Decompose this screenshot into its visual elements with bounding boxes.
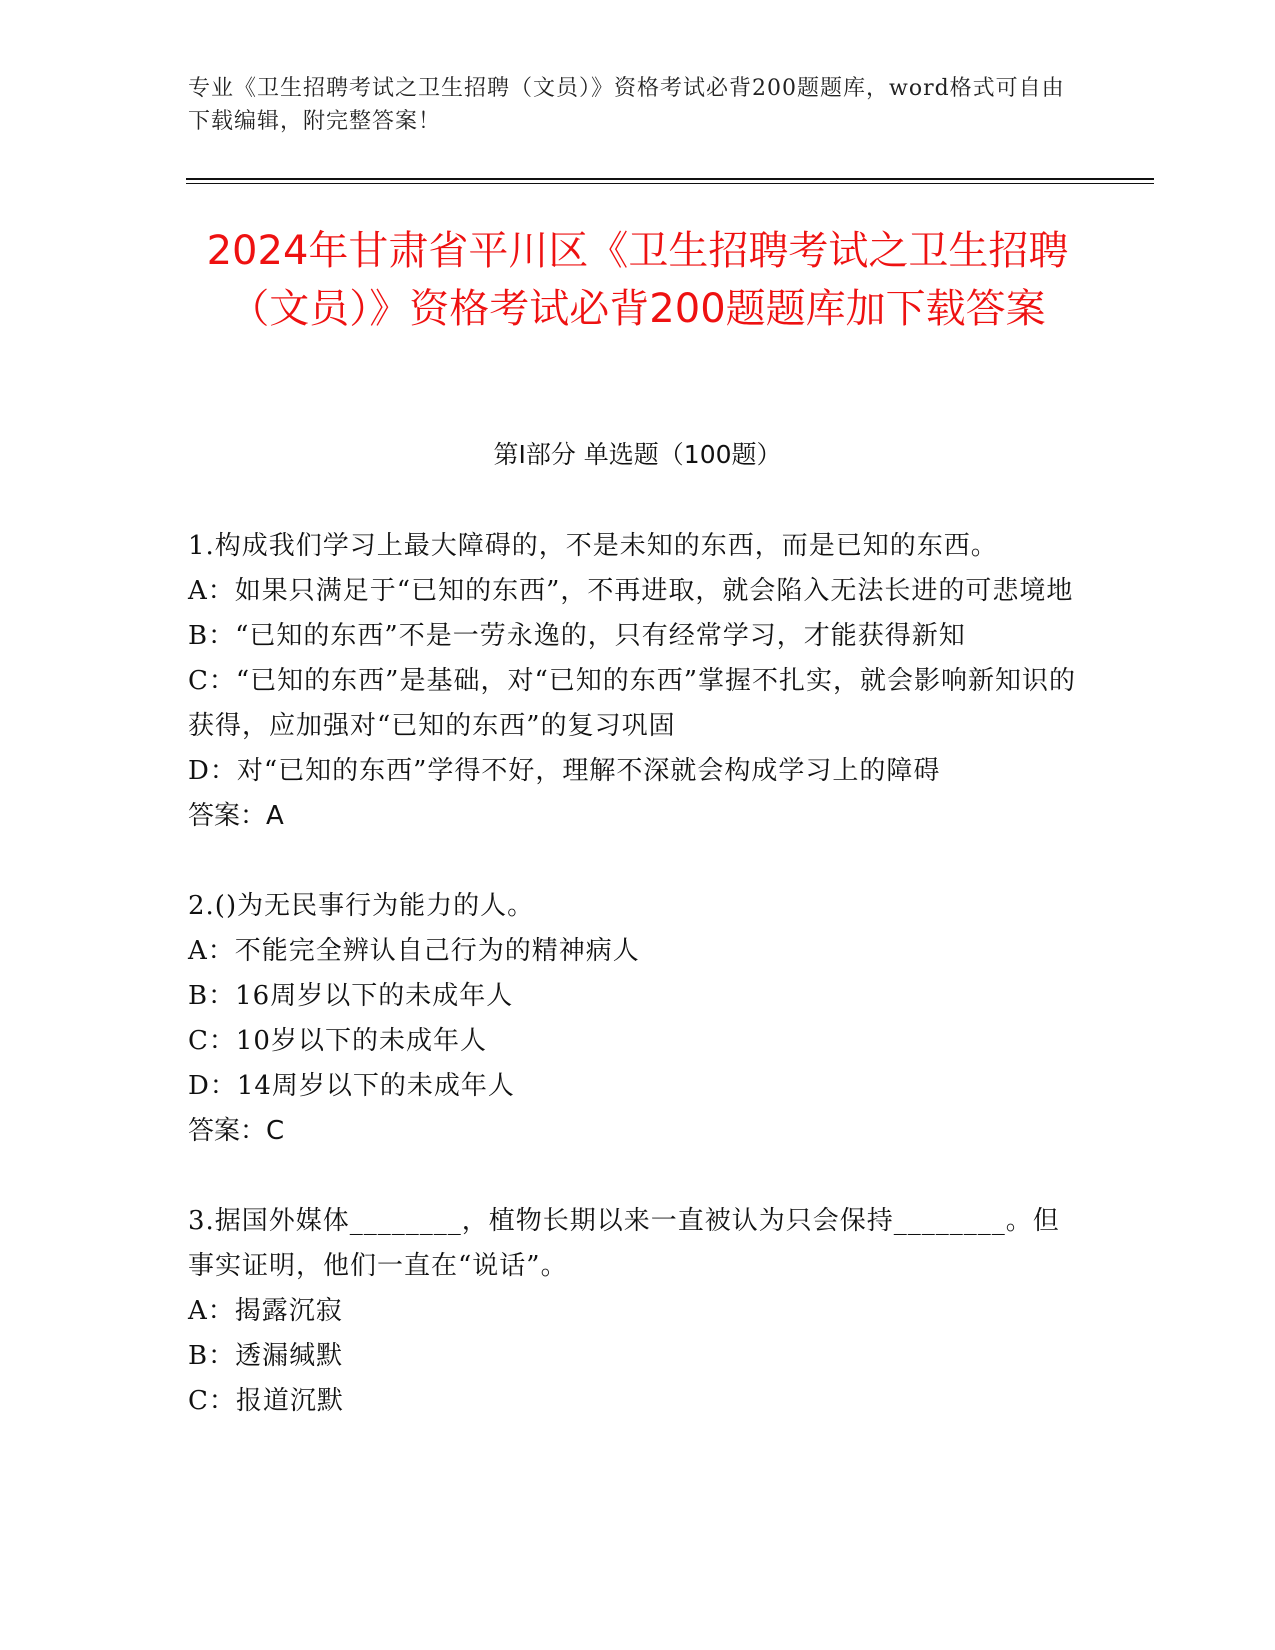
question-3 — [188, 1199, 1083, 1424]
option-c: C：报道沉默 — [188, 1386, 344, 1416]
answer: 答案：A — [188, 801, 284, 831]
answer: 答案：C — [188, 1116, 285, 1146]
document-title: 2024年甘肃省平川区《卫生招聘考试之卫生招聘（文员）》资格考试必背200题题库加下载答案 — [206, 228, 1069, 332]
header-divider-thick — [186, 178, 1154, 180]
question-stem: 3.据国外媒体________，植物长期以来一直被认为只会保持________。但事实证明，他们一直在“说话”。 — [188, 1206, 1060, 1281]
question-1 — [188, 524, 1083, 839]
option-b: B：“已知的东西”不是一劳永逸的，只有经常学习，才能获得新知 — [188, 621, 966, 651]
section-heading: 第I部分 单选题（100题） — [493, 440, 782, 469]
question-2 — [188, 884, 1083, 1154]
header-divider-thin — [186, 183, 1154, 184]
header-note: 专业《卫生招聘考试之卫生招聘（文员）》资格考试必背200题题库，word格式可自由下载编辑，附完整答案！ — [188, 76, 1065, 134]
option-c: C：“已知的东西”是基础，对“已知的东西”掌握不扎实，就会影响新知识的获得，应加强对“已知的东西”的复习巩固 — [188, 666, 1077, 741]
option-d: D：对“已知的东西”学得不好，理解不深就会构成学习上的障碍 — [188, 756, 941, 786]
option-b: B：透漏缄默 — [188, 1341, 344, 1371]
option-a: A：如果只满足于“已知的东西”，不再进取，就会陷入无法长进的可悲境地 — [188, 576, 1074, 606]
option-d: D：14周岁以下的未成年人 — [188, 1071, 515, 1101]
option-a: A：揭露沉寂 — [188, 1296, 343, 1326]
question-stem: 2.()为无民事行为能力的人。 — [188, 891, 535, 921]
option-c: C：10岁以下的未成年人 — [188, 1026, 487, 1056]
question-stem: 1.构成我们学习上最大障碍的，不是未知的东西，而是已知的东西。 — [188, 531, 998, 561]
option-b: B：16周岁以下的未成年人 — [188, 981, 514, 1011]
option-a: A：不能完全辨认自己行为的精神病人 — [188, 936, 640, 966]
question-list — [188, 524, 1083, 1469]
